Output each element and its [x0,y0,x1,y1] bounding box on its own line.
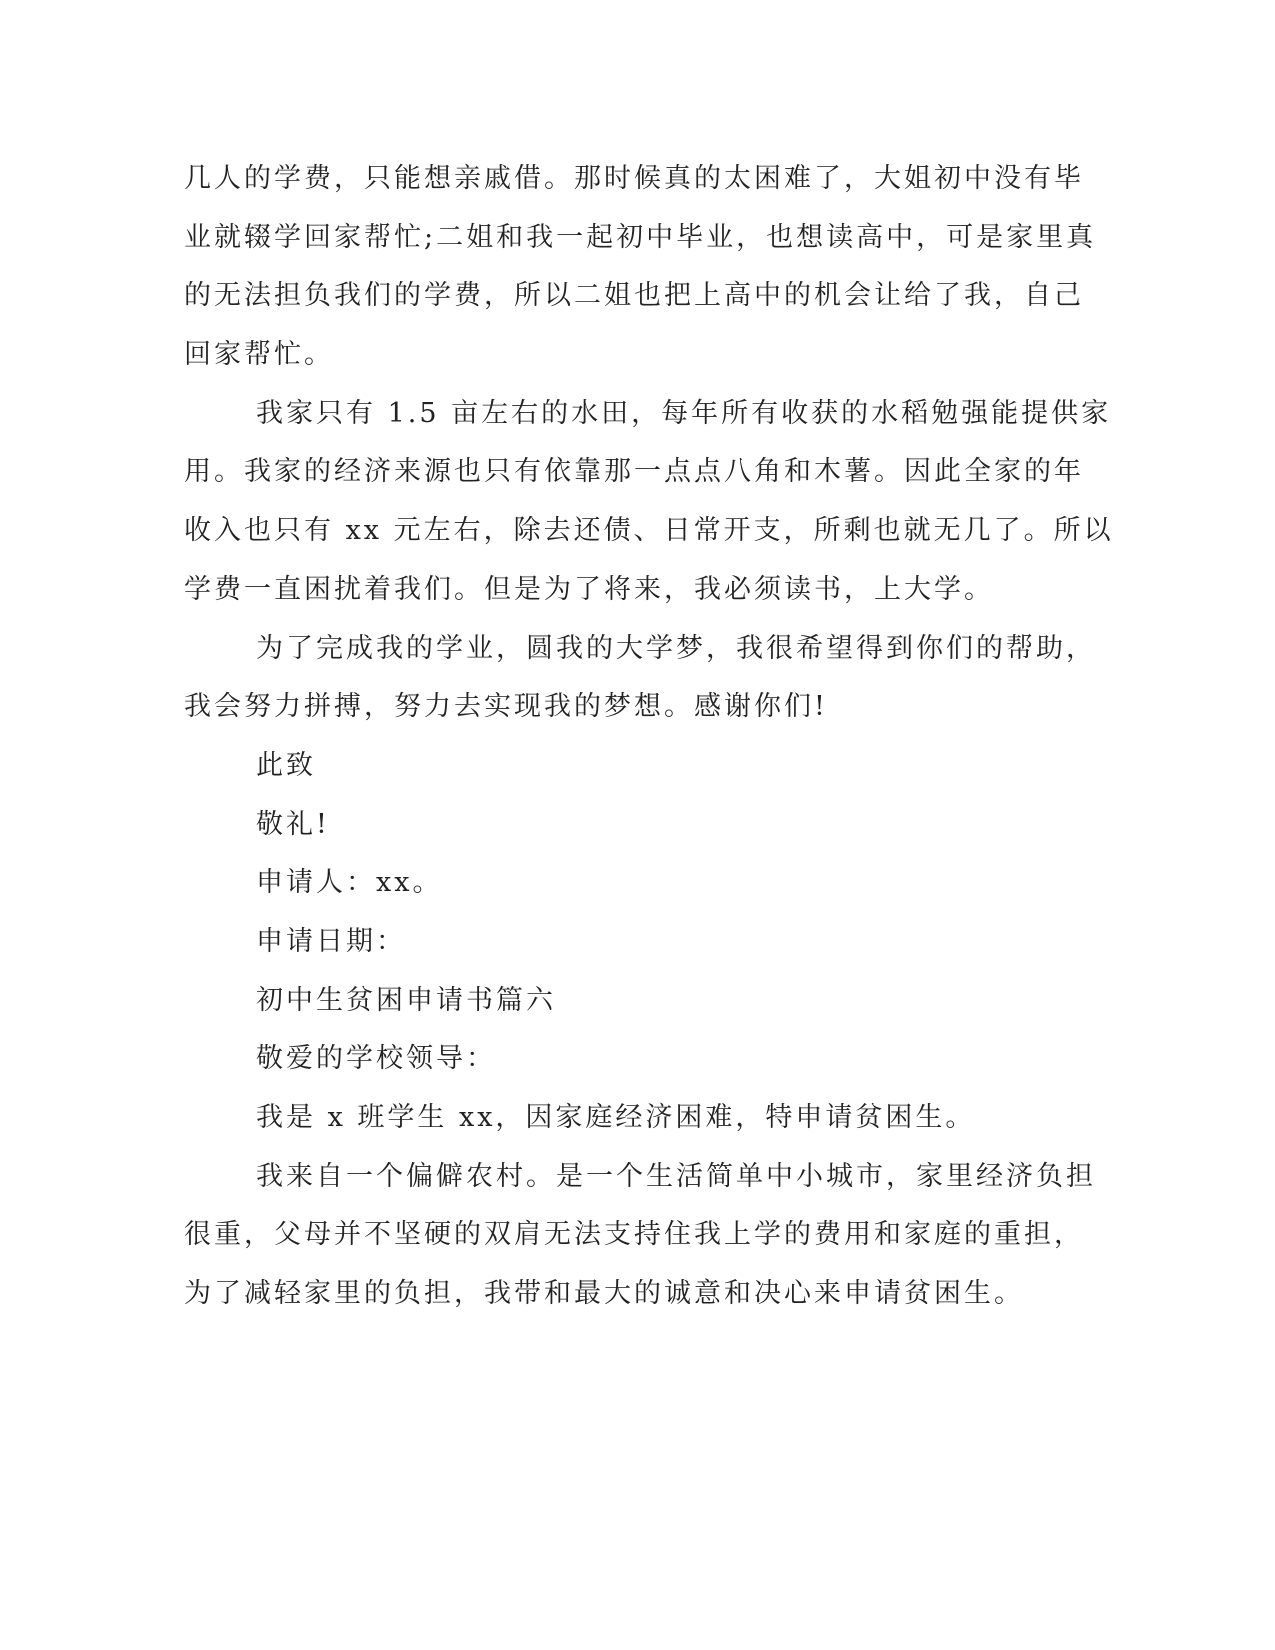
closing-respect: 敬礼! [256,808,330,840]
text-line: 我会努力拼搏，努力去实现我的梦想。感谢你们! [184,691,828,723]
paragraph-start-line: 我家只有 1.5 亩左右的水田，每年所有收获的水稻勉强能提供家 [256,397,1112,429]
text-line: 几人的学费，只能想亲戚借。那时候真的太困难了，大姐初中没有毕 [184,163,1084,194]
paragraph-start-line: 为了完成我的学业，圆我的大学梦，我很希望得到你们的帮助， [256,632,1096,664]
text-line: 回家帮忙。 [184,339,334,371]
applicant-line: 申请人：xx。 [256,867,443,899]
application-date-line: 申请日期： [256,925,406,957]
text-line: 用。我家的经济来源也只有依靠那一点点八角和木薯。因此全家的年 [184,456,1084,488]
text-line: 的无法担负我们的学费，所以二姐也把上高中的机会让给了我，自己 [184,280,1084,312]
closing-salutation: 此致 [256,749,316,781]
greeting-line: 敬爱的学校领导： [256,1043,496,1075]
paragraph-start-line: 我是 x 班学生 xx，因家庭经济困难，特申请贫困生。 [256,1102,976,1133]
text-line: 业就辍学回家帮忙;二姐和我一起初中毕业，也想读高中，可是家里真 [184,221,1097,253]
text-line: 学费一直困扰着我们。但是为了将来，我必须读书，上大学。 [184,573,994,605]
text-line: 为了减轻家里的负担，我带和最大的诚意和决心来申请贫困生。 [184,1278,1024,1310]
text-line: 很重，父母并不坚硬的双肩无法支持住我上学的费用和家庭的重担， [184,1219,1084,1251]
text-line: 收入也只有 xx 元左右，除去还债、日常开支，所剩也就无几了。所以 [184,515,1114,547]
section-title: 初中生贫困申请书篇六 [256,984,556,1016]
document-body [184,150,1114,1324]
paragraph-start-line: 我来自一个偏僻农村。是一个生活简单中小城市，家里经济负担 [256,1160,1096,1192]
